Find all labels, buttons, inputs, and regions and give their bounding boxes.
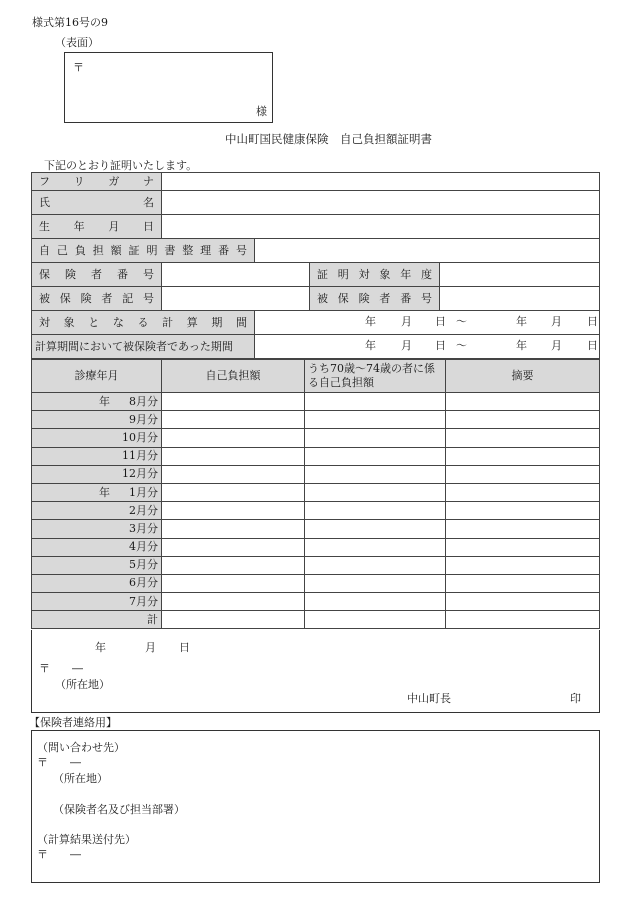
insured-symbol-field[interactable] [162,287,310,311]
month-label: 6月分 [32,574,162,592]
label-insured-symbol: 被 保 険 者 記 号 [32,287,162,311]
header-age-70-74: うち70歳～74歳の者に係る自己負担額 [305,360,446,393]
table-row [32,447,600,465]
insured-period-field[interactable]: 年 月 日 ～ 年 月 日 [255,335,600,359]
age-70-74-cell[interactable] [305,447,446,465]
monthly-table [31,359,600,629]
table-row [32,556,600,574]
self-pay-cell[interactable] [162,411,305,429]
table-row [32,611,600,629]
issuer-postal: 〒 ― [39,662,83,675]
month-label: 4月分 [32,538,162,556]
month-label: 2月分 [32,502,162,520]
month-label: 年 8月分 [32,393,162,411]
age-70-74-cell[interactable] [305,574,446,592]
label-furigana: フ リ ガ ナ [32,173,162,191]
age-70-74-cell[interactable] [305,429,446,447]
table-row [32,465,600,483]
label-name: 氏 名 [32,191,162,215]
self-pay-cell[interactable] [162,429,305,447]
table-row [32,393,600,411]
self-pay-cell[interactable] [162,502,305,520]
cert-number-field[interactable] [255,239,600,263]
table-row [32,538,600,556]
note-cell[interactable] [446,556,600,574]
insured-number-field[interactable] [440,287,600,311]
label-cert-number: 自 己 負 担 額 証 明 書 整 理 番 号 [32,239,255,263]
intro-text: 下記のとおり証明いたします。 [44,159,198,172]
self-pay-cell[interactable] [162,393,305,411]
calc-period-field[interactable]: 年 月 日 ～ 年 月 日 [255,311,600,335]
table-row [32,429,600,447]
note-cell[interactable] [446,611,600,629]
note-cell[interactable] [446,411,600,429]
self-pay-cell[interactable] [162,465,305,483]
info-table [31,172,600,359]
month-label: 年 1月分 [32,483,162,501]
age-70-74-cell[interactable] [305,611,446,629]
note-cell[interactable] [446,429,600,447]
side-label: （表面） [55,36,99,49]
month-label: 5月分 [32,556,162,574]
table-row [32,483,600,501]
month-label: 12月分 [32,465,162,483]
self-pay-cell[interactable] [162,520,305,538]
issuer-box: 年 月 日 〒 ― （所在地） 中山町長 印 [31,630,600,713]
name-field[interactable] [162,191,600,215]
age-70-74-cell[interactable] [305,556,446,574]
self-pay-cell[interactable] [162,611,305,629]
table-row [32,574,600,592]
label-calc-period: 対 象 と な る 計 算 期 間 [32,311,255,335]
month-label: 10月分 [32,429,162,447]
label-insurer-number: 保 険 者 番 号 [32,263,162,287]
furigana-field[interactable] [162,173,600,191]
contact-heading: 【保険者連絡用】 [29,716,117,729]
month-label: 11月分 [32,447,162,465]
honorific: 様 [256,105,267,118]
label-insured-period: 計算期間において被保険者であった期間 [32,335,255,359]
insurer-number-field[interactable] [162,263,310,287]
self-pay-cell[interactable] [162,447,305,465]
table-row [32,502,600,520]
self-pay-cell[interactable] [162,538,305,556]
birthdate-field[interactable] [162,215,600,239]
month-label: 9月分 [32,411,162,429]
address-box[interactable] [64,52,273,123]
target-year-field[interactable] [440,263,600,287]
age-70-74-cell[interactable] [305,502,446,520]
header-month: 診療年月 [32,360,162,393]
note-cell[interactable] [446,520,600,538]
label-birthdate: 生 年 月 日 [32,215,162,239]
label-insured-number: 被 保 険 者 番 号 [310,287,440,311]
header-self-pay: 自己負担額 [162,360,305,393]
label-target-year: 証 明 対 象 年 度 [310,263,440,287]
table-row [32,520,600,538]
form-number: 様式第16号の9 [32,16,108,29]
note-cell[interactable] [446,465,600,483]
age-70-74-cell[interactable] [305,411,446,429]
note-cell[interactable] [446,538,600,556]
note-cell[interactable] [446,574,600,592]
header-note: 摘要 [446,360,600,393]
issuer-location: （所在地） [55,678,110,691]
table-row [32,411,600,429]
self-pay-cell[interactable] [162,483,305,501]
seal-mark: 印 [570,692,581,705]
month-label: 計 [32,611,162,629]
month-label: 3月分 [32,520,162,538]
postal-mark: 〒 [73,61,84,74]
age-70-74-cell[interactable] [305,483,446,501]
age-70-74-cell[interactable] [305,393,446,411]
note-cell[interactable] [446,393,600,411]
note-cell[interactable] [446,593,600,611]
note-cell[interactable] [446,447,600,465]
age-70-74-cell[interactable] [305,593,446,611]
table-row [32,593,600,611]
self-pay-cell[interactable] [162,574,305,592]
age-70-74-cell[interactable] [305,520,446,538]
self-pay-cell[interactable] [162,593,305,611]
month-label: 7月分 [32,593,162,611]
note-cell[interactable] [446,502,600,520]
self-pay-cell[interactable] [162,556,305,574]
contact-box[interactable]: （問い合わせ先） 〒 ― （所在地） （保険者名及び担当部署） （計算結果送付先） 〒 ― [31,730,600,883]
page-title: 中山町国民健康保険 自己負担額証明書 [225,132,432,146]
age-70-74-cell[interactable] [305,465,446,483]
age-70-74-cell[interactable] [305,538,446,556]
note-cell[interactable] [446,483,600,501]
mayor-label: 中山町長 [407,692,451,705]
